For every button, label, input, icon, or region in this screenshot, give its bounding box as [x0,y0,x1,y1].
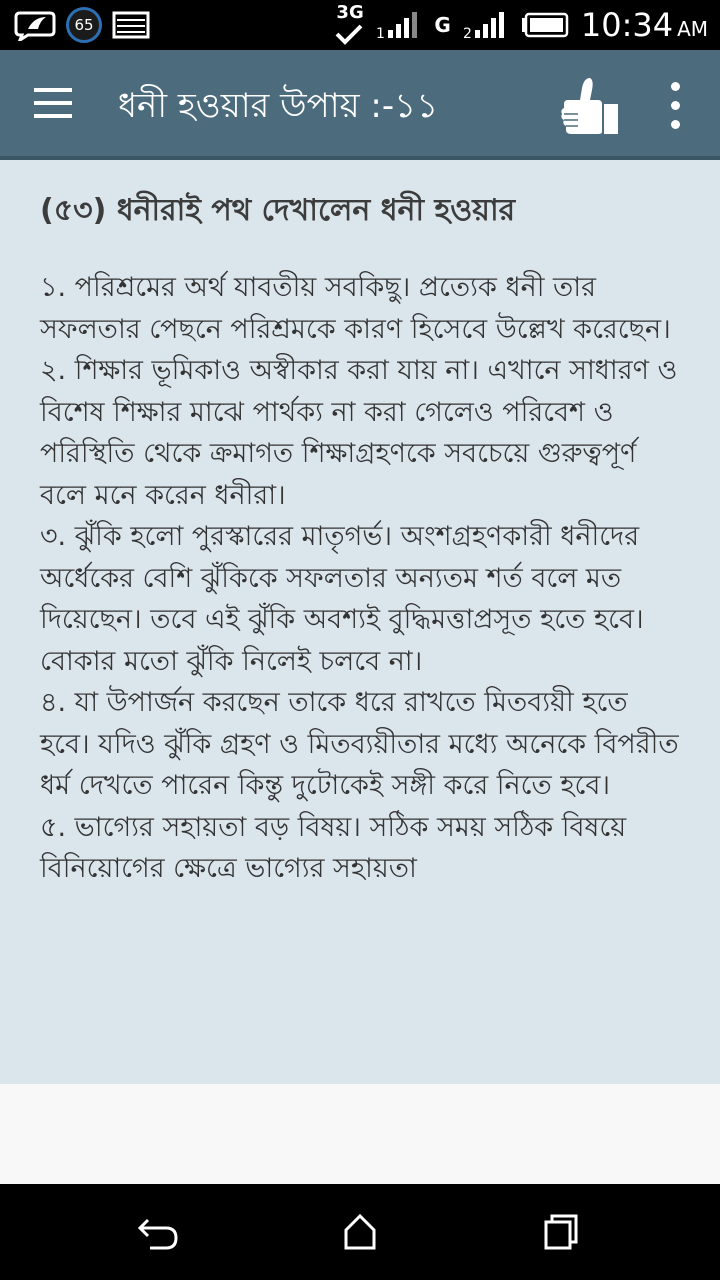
more-vertical-icon[interactable] [664,82,688,130]
status-bar-notifications [14,6,150,44]
image-notification-icon [112,10,150,40]
battery-icon [521,12,569,38]
chat-bubble-icon [14,9,56,41]
article-paragraph: ৩. ঝুঁকি হলো পুরস্কারের মাতৃগর্ভ। অংশগ্রহণকারী ধনীদের অর্ধেকের বেশি ঝুঁকিকে সফলতার অন্যতম শর্ত বলে মত দিয়েছেন। তবে এই ঝুঁকি অবশ্যই বুদ্ধিমত্তাপ্রসূত হতে হবে। বোকার মতো ঝুঁকি নিলেই চলবে না। [40,521,644,677]
article-paragraph: ২. শিক্ষার ভূমিকাও অস্বীকার করা যায় না। এখানে সাধারণ ও বিশেষ শিক্ষার মাঝে পার্থক্য না করা গেলেও পরিবেশ ও পরিস্থিতি থেকে ক্রমাগত শিক্ষাগ্রহণকে সবচেয়ে গুরুত্বপূর্ণ বলে মনে করেন ধনীরা। [40,355,678,511]
page-title: ধনী হওয়ার উপায় :-১১ [118,86,439,126]
recent-apps-button[interactable] [530,1202,590,1262]
status-bar [0,0,720,50]
status-bar-system [334,0,708,50]
signal-sim1-icon [376,10,422,40]
home-button[interactable] [330,1202,390,1262]
network-type-label: 3G [336,2,364,23]
notification-count-badge: 65 [66,7,102,43]
checkmark-icon [334,24,364,46]
app-bar [0,50,720,160]
article-body [40,267,680,890]
clock-ampm: AM [677,17,708,41]
article-paragraph: ৪. যা উপার্জন করছেন তাকে ধরে রাখতে মিতব্যয়ী হতে হবে। যদিও ঝুঁকি গ্রহণ ও মিতব্যয়ীতার মধ্যে অনেকে বিপরীত ধর্ম দেখতে পারেন কিন্তু দুটোকেই সঙ্গী করে নিতে হবে। [40,687,679,801]
article-paragraph: ১. পরিশ্রমের অর্থ যাবতীয় সবকিছু। প্রত্যেক ধনী তার সফলতার পেছনে পরিশ্রমকে কারণ হিসেবে উল্লেখ করেছেন। [40,272,671,345]
back-arrow-icon [128,1202,188,1262]
svg-text:1: 1 [376,26,386,40]
signal-sim2-icon [463,10,509,40]
sim2-network-label: G [434,13,451,37]
hamburger-menu-icon[interactable] [34,88,74,120]
article-content[interactable] [0,160,720,1084]
status-clock [581,6,708,44]
svg-text:2: 2 [462,26,472,40]
ad-banner-area [0,1084,720,1184]
thumbs-up-icon [558,74,624,138]
back-button[interactable] [128,1202,188,1262]
like-button[interactable] [558,74,624,138]
article-heading: (৫৩) ধনীরাই পথ দেখালেন ধনী হওয়ার [40,193,516,228]
recent-apps-icon [530,1202,590,1262]
clock-time: 10:34 [580,6,674,44]
navigation-bar [0,1184,720,1280]
network-3g [334,2,364,48]
article-paragraph: ৫. ভাগ্যের সহায়তা বড় বিষয়। সঠিক সময় সঠিক বিষয়ে বিনিয়োগের ক্ষেত্রে ভাগ্যের সহায়তা [40,811,627,884]
home-icon [330,1202,390,1262]
